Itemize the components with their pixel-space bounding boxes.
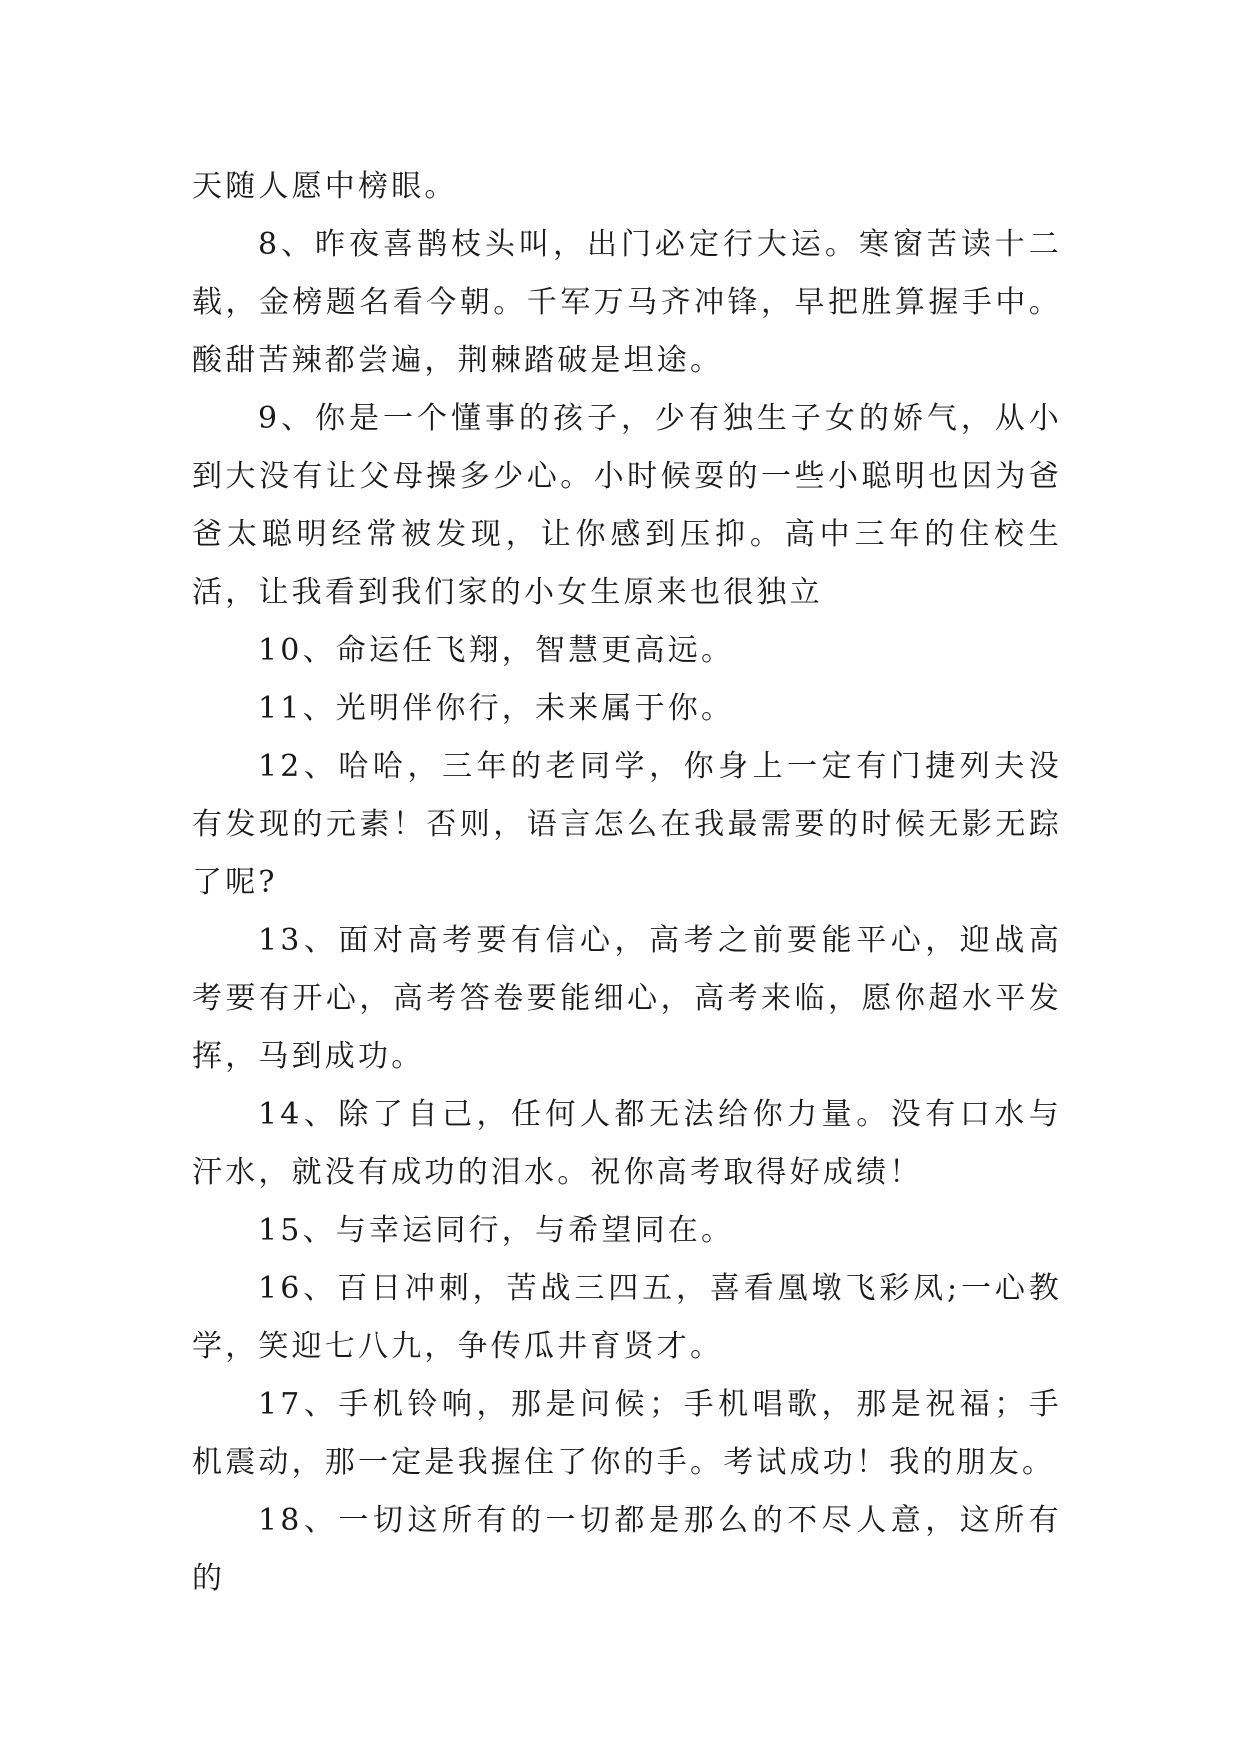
paragraph-item-18: 18、一切这所有的一切都是那么的不尽人意，这所有的 — [192, 1503, 1062, 1596]
paragraph-item-12: 12、哈哈，三年的老同学，你身上一定有门捷列夫没有发现的元素！否则，语言怎么在我最需要的时候无影无踪了呢? — [192, 749, 1062, 900]
paragraph-item-11: 11、光明伴你行，未来属于你。 — [258, 691, 735, 726]
paragraph-item-15: 15、与幸运同行，与希望同在。 — [258, 1213, 735, 1248]
paragraph-item-14: 14、除了自己，任何人都无法给你力量。没有口水与汗水，就没有成功的泪水。祝你高考取得好成绩！ — [192, 1097, 1062, 1190]
paragraph-item-17: 17、手机铃响，那是问候；手机唱歌，那是祝福；手机震动，那一定是我握住了你的手。考试成功！我的朋友。 — [192, 1387, 1062, 1480]
paragraph-item-10: 10、命运任飞翔，智慧更高远。 — [258, 633, 735, 668]
paragraph-item-13: 13、面对高考要有信心，高考之前要能平心，迎战高考要有开心，高考答卷要能细心，高考来临，愿你超水平发挥，马到成功。 — [192, 923, 1062, 1074]
paragraph-item-9: 9、你是一个懂事的孩子，少有独生子女的娇气，从小到大没有让父母操多少心。小时候耍的一些小聪明也因为爸爸太聪明经常被发现，让你感到压抑。高中三年的住校生活，让我看到我们家的小女生原来也很独立 — [192, 401, 1062, 610]
paragraph-item-8: 8、昨夜喜鹊枝头叫，出门必定行大运。寒窗苦读十二载，金榜题名看今朝。千军万马齐冲锋，早把胜算握手中。酸甜苦辣都尝遍，荆棘踏破是坦途。 — [192, 227, 1062, 378]
document-body — [192, 158, 1062, 1608]
paragraph-item-16: 16、百日冲刺，苦战三四五，喜看凰墩飞彩凤;一心教学，笑迎七八九，争传瓜井育贤才。 — [192, 1271, 1062, 1364]
paragraph-continuation: 天随人愿中榜眼。 — [192, 169, 458, 204]
